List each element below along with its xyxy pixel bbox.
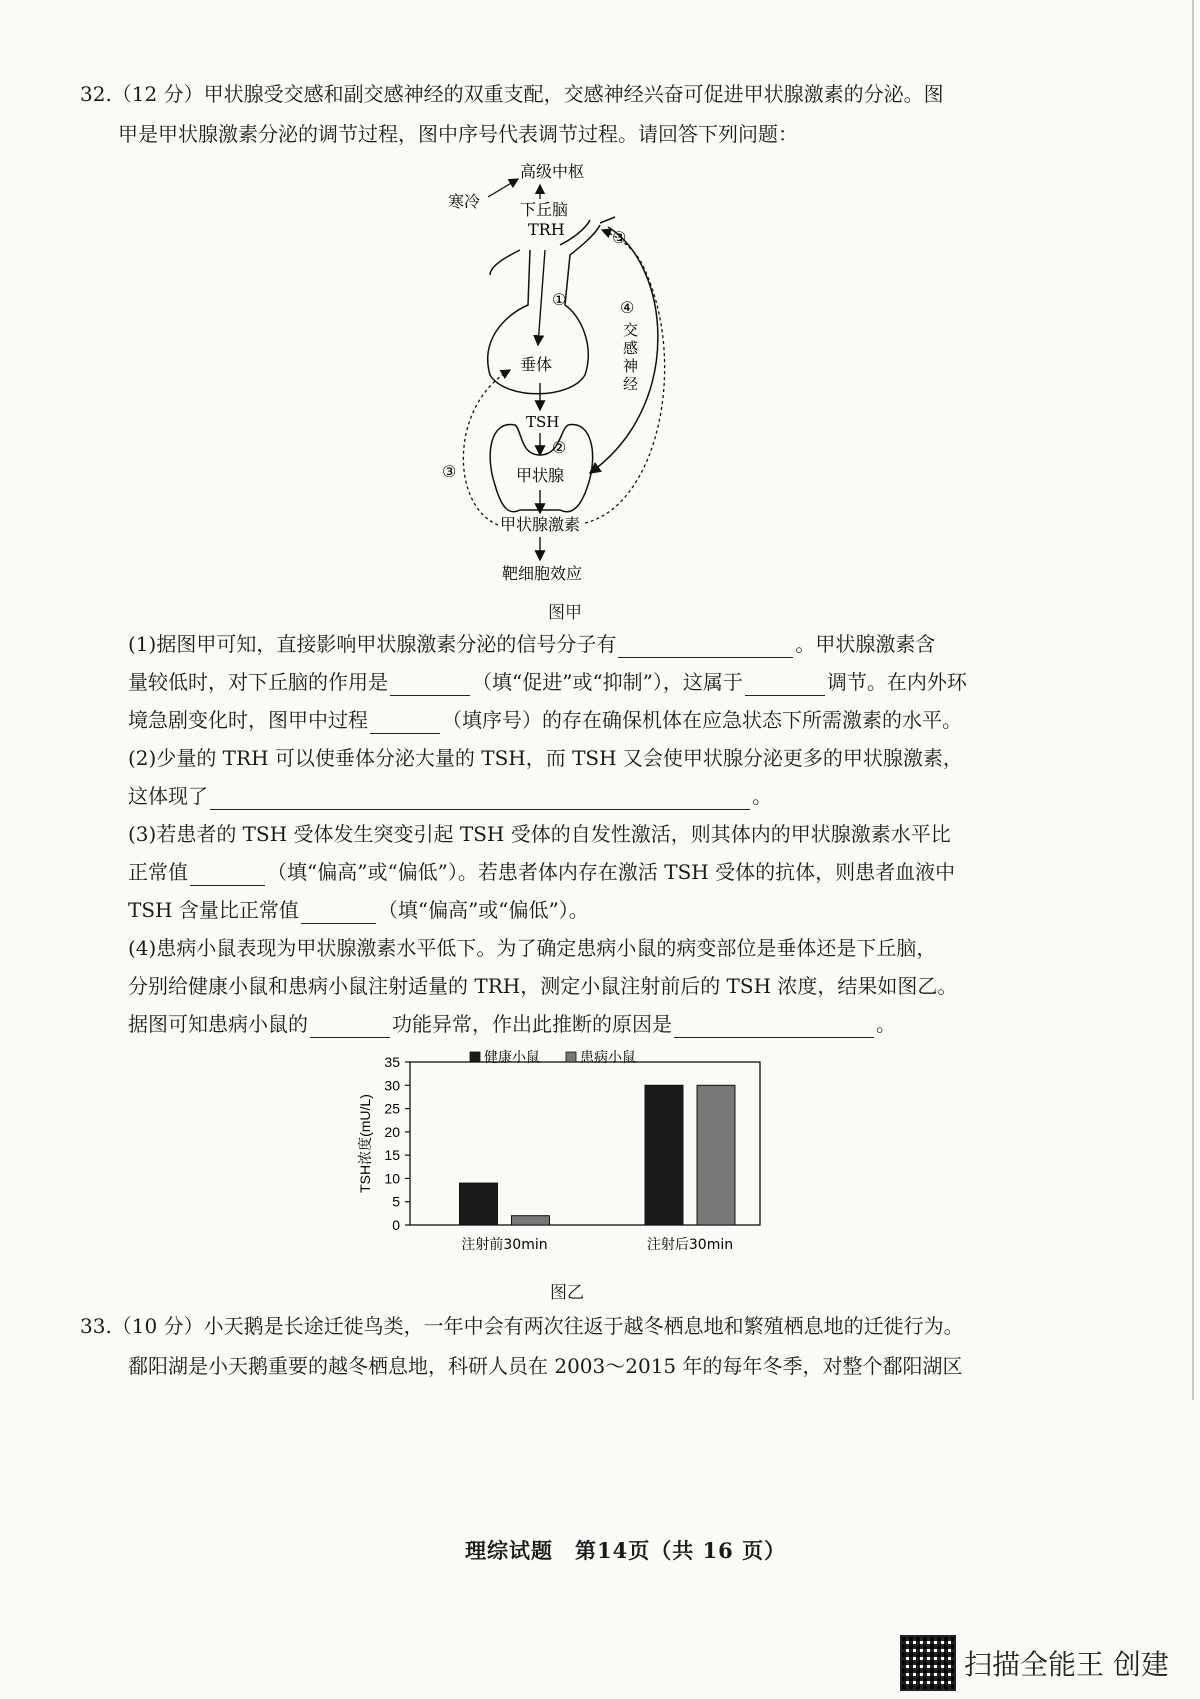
y-tick-label: 15 (384, 1147, 400, 1164)
legend-swatch-0 (470, 1052, 480, 1062)
label-n2: ② (552, 438, 567, 457)
label-tsh: TSH (526, 413, 560, 431)
q32-p2-line2 (128, 782, 772, 810)
answer-blank-8[interactable] (310, 1015, 390, 1038)
q32-p1-line2 (128, 668, 967, 696)
q32-p3c: （填“偏高”或“偏低”）。若患者体内存在激活 TSH 受体的抗体，则患者血液中 (267, 860, 956, 884)
q32-p1d: （填“促进”或“抑制”），这属于 (472, 670, 743, 694)
qr-code-icon (900, 1635, 956, 1691)
figure-caption-a: 图甲 (548, 603, 582, 623)
page-edge (1192, 0, 1194, 1400)
q32-p4b: 分别给健康小鼠和患病小鼠注射适量的 TRH，测定小鼠注射前后的 TSH 浓度，结果如图乙。 (128, 974, 958, 998)
answer-blank-9[interactable] (674, 1015, 874, 1038)
q32-line1: 32.（12 分）甲状腺受交感和副交感神经的双重支配，交感神经兴奋可促进甲状腺激素的分泌。图 (80, 82, 944, 106)
label-sympathetic-1: 交 (623, 321, 639, 339)
page-footer: 理综试题 第14页（共 16 页） (465, 1538, 787, 1563)
y-axis-label: TSH浓度(mU/L) (357, 1094, 373, 1193)
q32-p2a: (2)少量的 TRH 可以使垂体分泌大量的 TSH，而 TSH 又会使甲状腺分泌更多的甲状腺激素， (128, 746, 963, 770)
label-hormone: 甲状腺激素 (500, 515, 581, 534)
bar-0-1 (645, 1085, 683, 1225)
answer-blank-5[interactable] (210, 787, 750, 810)
answer-blank-2[interactable] (390, 673, 470, 696)
y-tick-label: 10 (384, 1170, 400, 1187)
q33-line1: 33.（10 分）小天鹅是长途迁徙鸟类，一年中会有两次往返于越冬栖息地和繁殖栖息地的迁徙行为。 (80, 1314, 964, 1338)
answer-blank-3[interactable] (745, 673, 825, 696)
q32-p1-line1 (128, 630, 935, 658)
label-sympathetic-4: 经 (623, 375, 639, 393)
label-sympathetic-3: 神 (623, 357, 639, 375)
bar-0-0 (460, 1183, 498, 1225)
q32-p3-line2 (128, 858, 955, 886)
label-n4: ④ (620, 298, 635, 317)
label-sympathetic-2: 感 (623, 339, 639, 357)
q32-p3-line3 (128, 896, 589, 924)
label-n3a: ③ (612, 228, 627, 247)
bar-1-0 (512, 1216, 550, 1225)
q32-p1-line3 (128, 706, 962, 734)
q32-p3e: （填“偏高”或“偏低”）。 (377, 898, 589, 922)
q32-p1e: 调节。在内外环 (826, 670, 967, 694)
q32-p2c: 。 (752, 784, 772, 808)
y-tick-label: 20 (384, 1123, 400, 1140)
q32-p1c: 量较低时，对下丘脑的作用是 (128, 670, 388, 694)
q32-p4a: (4)患病小鼠表现为甲状腺激素水平低下。为了确定患病小鼠的病变部位是垂体还是下丘脑， (128, 936, 937, 960)
q32-p4-line3 (128, 1010, 896, 1038)
label-thyroid: 甲状腺 (516, 466, 565, 485)
scanner-watermark (900, 1635, 1169, 1691)
q32-line2: 甲是甲状腺激素分泌的调节过程，图中序号代表调节过程。请回答下列问题： (118, 122, 798, 146)
answer-blank-4[interactable] (370, 711, 440, 734)
answer-blank-1[interactable] (618, 635, 793, 658)
q32-p2b: 这体现了 (128, 784, 208, 808)
diagram-thyroid-regulation (420, 155, 760, 595)
q32-p3b: 正常值 (128, 860, 188, 884)
label-higher-center: 高级中枢 (520, 162, 585, 181)
q32-p3d: TSH 含量比正常值 (128, 898, 299, 922)
label-cold: 寒冷 (448, 192, 481, 211)
y-tick-label: 30 (384, 1077, 400, 1094)
q32-p1g: （填序号）的存在确保机体在应急状态下所需激素的水平。 (442, 708, 962, 732)
label-target: 靶细胞效应 (502, 564, 583, 583)
label-trh: TRH (528, 220, 565, 239)
label-n1: ① (552, 290, 567, 309)
y-tick-label: 35 (384, 1054, 400, 1070)
x-tick-label: 注射后30min (646, 1237, 734, 1253)
answer-blank-6[interactable] (190, 863, 265, 886)
bar-1-1 (697, 1085, 735, 1225)
label-pituitary: 垂体 (520, 355, 553, 374)
watermark-text: 扫描全能王 创建 (964, 1648, 1169, 1681)
tsh-bar-chart (350, 1050, 770, 1260)
q32-p1f: 境急剧变化时，图甲中过程 (128, 708, 368, 732)
legend-label-1: 患病小鼠 (580, 1050, 636, 1066)
figure-caption-b: 图乙 (550, 1283, 584, 1303)
q32-p3a: (3)若患者的 TSH 受体发生突变引起 TSH 受体的自发性激活，则其体内的甲状腺激素水平比 (128, 822, 951, 846)
y-tick-label: 25 (384, 1100, 400, 1117)
q32-p1b: 。甲状腺激素含 (795, 632, 936, 656)
y-tick-label: 0 (392, 1217, 400, 1233)
label-hypothalamus: 下丘脑 (520, 200, 569, 219)
q33-line2: 鄱阳湖是小天鹅重要的越冬栖息地，科研人员在 2003～2015 年的每年冬季，对整个鄱阳湖区 (128, 1354, 963, 1378)
q32-p1a: (1)据图甲可知，直接影响甲状腺激素分泌的信号分子有 (128, 632, 617, 656)
q32-p4e: 。 (876, 1012, 896, 1036)
y-tick-label: 5 (392, 1193, 400, 1210)
x-tick-label: 注射前30min (461, 1237, 548, 1253)
answer-blank-7[interactable] (301, 901, 376, 924)
legend-swatch-1 (566, 1052, 576, 1062)
q32-p4d: 功能异常，作出此推断的原因是 (392, 1012, 672, 1036)
label-n3b: ③ (442, 462, 457, 481)
legend-label-0: 健康小鼠 (484, 1050, 540, 1066)
q32-p4c: 据图可知患病小鼠的 (128, 1012, 308, 1036)
